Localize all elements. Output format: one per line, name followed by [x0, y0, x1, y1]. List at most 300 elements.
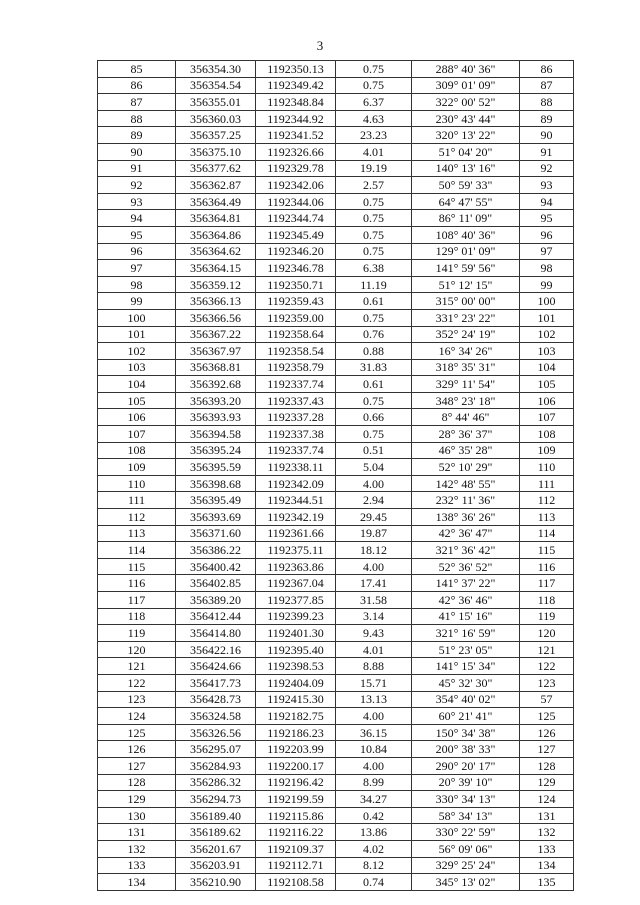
distance-cell: 0.75	[336, 426, 412, 443]
distance-cell: 0.75	[336, 210, 412, 227]
bearing-cell: 58° 34' 13"	[412, 807, 520, 824]
bearing-cell: 41° 15' 16"	[412, 608, 520, 625]
next-point-cell: 92	[520, 160, 574, 177]
bearing-cell: 200° 38' 33"	[412, 741, 520, 758]
y-coordinate-cell: 1192349.42	[256, 77, 336, 94]
next-point-cell: 95	[520, 210, 574, 227]
x-coordinate-cell: 356375.10	[176, 143, 256, 160]
point-number-cell: 129	[98, 791, 176, 808]
point-number-cell: 97	[98, 260, 176, 277]
y-coordinate-cell: 1192109.37	[256, 840, 336, 857]
table-row	[98, 160, 574, 177]
bearing-cell: 51° 04' 20"	[412, 143, 520, 160]
table-row	[98, 110, 574, 127]
table-row	[98, 558, 574, 575]
table-row	[98, 757, 574, 774]
distance-cell: 3.14	[336, 608, 412, 625]
next-point-cell: 97	[520, 243, 574, 260]
table-row	[98, 824, 574, 841]
distance-cell: 8.88	[336, 658, 412, 675]
next-point-cell: 119	[520, 608, 574, 625]
table-row	[98, 708, 574, 725]
distance-cell: 0.75	[336, 61, 412, 78]
bearing-cell: 138° 36' 26"	[412, 509, 520, 526]
y-coordinate-cell: 1192363.86	[256, 558, 336, 575]
x-coordinate-cell: 356400.42	[176, 558, 256, 575]
bearing-cell: 290° 20' 17"	[412, 757, 520, 774]
y-coordinate-cell: 1192196.42	[256, 774, 336, 791]
point-number-cell: 112	[98, 509, 176, 526]
bearing-cell: 8° 44' 46"	[412, 409, 520, 426]
distance-cell: 13.86	[336, 824, 412, 841]
x-coordinate-cell: 356189.62	[176, 824, 256, 841]
point-number-cell: 103	[98, 359, 176, 376]
point-number-cell: 127	[98, 757, 176, 774]
table-row	[98, 674, 574, 691]
bearing-cell: 141° 59' 56"	[412, 260, 520, 277]
y-coordinate-cell: 1192358.79	[256, 359, 336, 376]
next-point-cell: 100	[520, 293, 574, 310]
next-point-cell: 134	[520, 857, 574, 874]
table-row	[98, 143, 574, 160]
distance-cell: 6.38	[336, 260, 412, 277]
table-row	[98, 309, 574, 326]
table-row	[98, 293, 574, 310]
distance-cell: 13.13	[336, 691, 412, 708]
y-coordinate-cell: 1192358.54	[256, 343, 336, 360]
table-row	[98, 840, 574, 857]
y-coordinate-cell: 1192350.71	[256, 276, 336, 293]
next-point-cell: 91	[520, 143, 574, 160]
coordinates-table	[97, 60, 574, 891]
x-coordinate-cell: 356359.12	[176, 276, 256, 293]
table-row	[98, 625, 574, 642]
point-number-cell: 107	[98, 426, 176, 443]
next-point-cell: 121	[520, 641, 574, 658]
table-row	[98, 61, 574, 78]
table-row	[98, 525, 574, 542]
y-coordinate-cell: 1192337.43	[256, 392, 336, 409]
y-coordinate-cell: 1192377.85	[256, 592, 336, 609]
next-point-cell: 96	[520, 226, 574, 243]
next-point-cell: 87	[520, 77, 574, 94]
x-coordinate-cell: 356395.49	[176, 492, 256, 509]
y-coordinate-cell: 1192399.23	[256, 608, 336, 625]
point-number-cell: 87	[98, 94, 176, 111]
bearing-cell: 42° 36' 47"	[412, 525, 520, 542]
x-coordinate-cell: 356284.93	[176, 757, 256, 774]
x-coordinate-cell: 356417.73	[176, 674, 256, 691]
x-coordinate-cell: 356203.91	[176, 857, 256, 874]
x-coordinate-cell: 356389.20	[176, 592, 256, 609]
table-row	[98, 276, 574, 293]
table-row	[98, 260, 574, 277]
bearing-cell: 108° 40' 36"	[412, 226, 520, 243]
distance-cell: 0.75	[336, 309, 412, 326]
distance-cell: 2.94	[336, 492, 412, 509]
point-number-cell: 133	[98, 857, 176, 874]
point-number-cell: 93	[98, 193, 176, 210]
table-row	[98, 542, 574, 559]
next-point-cell: 132	[520, 824, 574, 841]
y-coordinate-cell: 1192116.22	[256, 824, 336, 841]
bearing-cell: 20° 39' 10"	[412, 774, 520, 791]
bearing-cell: 52° 10' 29"	[412, 459, 520, 476]
point-number-cell: 119	[98, 625, 176, 642]
point-number-cell: 101	[98, 326, 176, 343]
point-number-cell: 132	[98, 840, 176, 857]
y-coordinate-cell: 1192186.23	[256, 724, 336, 741]
distance-cell: 0.66	[336, 409, 412, 426]
distance-cell: 0.75	[336, 226, 412, 243]
bearing-cell: 354° 40' 02"	[412, 691, 520, 708]
y-coordinate-cell: 1192348.84	[256, 94, 336, 111]
distance-cell: 19.87	[336, 525, 412, 542]
y-coordinate-cell: 1192344.92	[256, 110, 336, 127]
next-point-cell: 111	[520, 475, 574, 492]
point-number-cell: 125	[98, 724, 176, 741]
distance-cell: 4.00	[336, 708, 412, 725]
y-coordinate-cell: 1192345.49	[256, 226, 336, 243]
distance-cell: 4.63	[336, 110, 412, 127]
next-point-cell: 125	[520, 708, 574, 725]
y-coordinate-cell: 1192395.40	[256, 641, 336, 658]
y-coordinate-cell: 1192359.43	[256, 293, 336, 310]
y-coordinate-cell: 1192346.20	[256, 243, 336, 260]
point-number-cell: 108	[98, 442, 176, 459]
x-coordinate-cell: 356402.85	[176, 575, 256, 592]
x-coordinate-cell: 356368.81	[176, 359, 256, 376]
table-row	[98, 343, 574, 360]
distance-cell: 4.00	[336, 757, 412, 774]
x-coordinate-cell: 356398.68	[176, 475, 256, 492]
next-point-cell: 101	[520, 309, 574, 326]
x-coordinate-cell: 356366.56	[176, 309, 256, 326]
x-coordinate-cell: 356394.58	[176, 426, 256, 443]
x-coordinate-cell: 356366.13	[176, 293, 256, 310]
table-row	[98, 774, 574, 791]
distance-cell: 17.41	[336, 575, 412, 592]
next-point-cell: 115	[520, 542, 574, 559]
x-coordinate-cell: 356364.62	[176, 243, 256, 260]
x-coordinate-cell: 356424.66	[176, 658, 256, 675]
distance-cell: 9.43	[336, 625, 412, 642]
distance-cell: 8.12	[336, 857, 412, 874]
x-coordinate-cell: 356386.22	[176, 542, 256, 559]
x-coordinate-cell: 356189.40	[176, 807, 256, 824]
next-point-cell: 133	[520, 840, 574, 857]
distance-cell: 19.19	[336, 160, 412, 177]
table-row	[98, 376, 574, 393]
point-number-cell: 86	[98, 77, 176, 94]
bearing-cell: 329° 11' 54"	[412, 376, 520, 393]
y-coordinate-cell: 1192112.71	[256, 857, 336, 874]
point-number-cell: 91	[98, 160, 176, 177]
point-number-cell: 120	[98, 641, 176, 658]
bearing-cell: 64° 47' 55"	[412, 193, 520, 210]
bearing-cell: 46° 35' 28"	[412, 442, 520, 459]
y-coordinate-cell: 1192200.17	[256, 757, 336, 774]
y-coordinate-cell: 1192337.38	[256, 426, 336, 443]
distance-cell: 36.15	[336, 724, 412, 741]
next-point-cell: 124	[520, 791, 574, 808]
y-coordinate-cell: 1192342.09	[256, 475, 336, 492]
x-coordinate-cell: 356360.03	[176, 110, 256, 127]
point-number-cell: 89	[98, 127, 176, 144]
bearing-cell: 141° 15' 34"	[412, 658, 520, 675]
table-body	[98, 61, 574, 891]
bearing-cell: 129° 01' 09"	[412, 243, 520, 260]
table-row	[98, 741, 574, 758]
bearing-cell: 288° 40' 36"	[412, 61, 520, 78]
bearing-cell: 348° 23' 18"	[412, 392, 520, 409]
next-point-cell: 107	[520, 409, 574, 426]
next-point-cell: 102	[520, 326, 574, 343]
distance-cell: 0.75	[336, 193, 412, 210]
y-coordinate-cell: 1192401.30	[256, 625, 336, 642]
y-coordinate-cell: 1192341.52	[256, 127, 336, 144]
x-coordinate-cell: 356354.30	[176, 61, 256, 78]
x-coordinate-cell: 356357.25	[176, 127, 256, 144]
next-point-cell: 131	[520, 807, 574, 824]
point-number-cell: 111	[98, 492, 176, 509]
x-coordinate-cell: 356393.20	[176, 392, 256, 409]
table-row	[98, 658, 574, 675]
point-number-cell: 85	[98, 61, 176, 78]
point-number-cell: 96	[98, 243, 176, 260]
next-point-cell: 98	[520, 260, 574, 277]
y-coordinate-cell: 1192342.19	[256, 509, 336, 526]
next-point-cell: 129	[520, 774, 574, 791]
next-point-cell: 118	[520, 592, 574, 609]
point-number-cell: 123	[98, 691, 176, 708]
next-point-cell: 88	[520, 94, 574, 111]
x-coordinate-cell: 356210.90	[176, 874, 256, 891]
next-point-cell: 112	[520, 492, 574, 509]
x-coordinate-cell: 356326.56	[176, 724, 256, 741]
y-coordinate-cell: 1192346.78	[256, 260, 336, 277]
table-row	[98, 475, 574, 492]
y-coordinate-cell: 1192359.00	[256, 309, 336, 326]
x-coordinate-cell: 356201.67	[176, 840, 256, 857]
distance-cell: 0.61	[336, 293, 412, 310]
next-point-cell: 103	[520, 343, 574, 360]
table-row	[98, 608, 574, 625]
point-number-cell: 134	[98, 874, 176, 891]
y-coordinate-cell: 1192329.78	[256, 160, 336, 177]
bearing-cell: 140° 13' 16"	[412, 160, 520, 177]
y-coordinate-cell: 1192182.75	[256, 708, 336, 725]
table-row	[98, 857, 574, 874]
next-point-cell: 123	[520, 674, 574, 691]
x-coordinate-cell: 356354.54	[176, 77, 256, 94]
table-row	[98, 77, 574, 94]
table-row	[98, 193, 574, 210]
table-row	[98, 724, 574, 741]
distance-cell: 5.04	[336, 459, 412, 476]
x-coordinate-cell: 356286.32	[176, 774, 256, 791]
bearing-cell: 318° 35' 31"	[412, 359, 520, 376]
x-coordinate-cell: 356367.97	[176, 343, 256, 360]
x-coordinate-cell: 356395.59	[176, 459, 256, 476]
point-number-cell: 104	[98, 376, 176, 393]
next-point-cell: 89	[520, 110, 574, 127]
point-number-cell: 98	[98, 276, 176, 293]
x-coordinate-cell: 356422.16	[176, 641, 256, 658]
table-row	[98, 509, 574, 526]
table-row	[98, 177, 574, 194]
next-point-cell: 113	[520, 509, 574, 526]
next-point-cell: 104	[520, 359, 574, 376]
y-coordinate-cell: 1192375.11	[256, 542, 336, 559]
bearing-cell: 309° 01' 09"	[412, 77, 520, 94]
x-coordinate-cell: 356362.87	[176, 177, 256, 194]
y-coordinate-cell: 1192344.51	[256, 492, 336, 509]
point-number-cell: 128	[98, 774, 176, 791]
table-row	[98, 874, 574, 891]
point-number-cell: 92	[98, 177, 176, 194]
distance-cell: 11.19	[336, 276, 412, 293]
bearing-cell: 142° 48' 55"	[412, 475, 520, 492]
next-point-cell: 90	[520, 127, 574, 144]
bearing-cell: 322° 00' 52"	[412, 94, 520, 111]
table-row	[98, 94, 574, 111]
x-coordinate-cell: 356324.58	[176, 708, 256, 725]
distance-cell: 4.01	[336, 641, 412, 658]
table-row	[98, 409, 574, 426]
x-coordinate-cell: 356364.49	[176, 193, 256, 210]
x-coordinate-cell: 356392.68	[176, 376, 256, 393]
point-number-cell: 110	[98, 475, 176, 492]
distance-cell: 0.42	[336, 807, 412, 824]
point-number-cell: 118	[98, 608, 176, 625]
distance-cell: 15.71	[336, 674, 412, 691]
next-point-cell: 108	[520, 426, 574, 443]
table-row	[98, 442, 574, 459]
point-number-cell: 94	[98, 210, 176, 227]
point-number-cell: 102	[98, 343, 176, 360]
bearing-cell: 320° 13' 22"	[412, 127, 520, 144]
distance-cell: 0.74	[336, 874, 412, 891]
point-number-cell: 95	[98, 226, 176, 243]
distance-cell: 31.58	[336, 592, 412, 609]
point-number-cell: 113	[98, 525, 176, 542]
x-coordinate-cell: 356428.73	[176, 691, 256, 708]
distance-cell: 29.45	[336, 509, 412, 526]
bearing-cell: 56° 09' 06"	[412, 840, 520, 857]
point-number-cell: 109	[98, 459, 176, 476]
point-number-cell: 124	[98, 708, 176, 725]
next-point-cell: 93	[520, 177, 574, 194]
bearing-cell: 50° 59' 33"	[412, 177, 520, 194]
y-coordinate-cell: 1192337.74	[256, 442, 336, 459]
bearing-cell: 60° 21' 41"	[412, 708, 520, 725]
bearing-cell: 52° 36' 52"	[412, 558, 520, 575]
distance-cell: 4.00	[336, 475, 412, 492]
point-number-cell: 126	[98, 741, 176, 758]
bearing-cell: 330° 22' 59"	[412, 824, 520, 841]
table-row	[98, 459, 574, 476]
distance-cell: 31.83	[336, 359, 412, 376]
bearing-cell: 331° 23' 22"	[412, 309, 520, 326]
table-row	[98, 575, 574, 592]
y-coordinate-cell: 1192367.04	[256, 575, 336, 592]
next-point-cell: 127	[520, 741, 574, 758]
bearing-cell: 352° 24' 19"	[412, 326, 520, 343]
point-number-cell: 105	[98, 392, 176, 409]
point-number-cell: 122	[98, 674, 176, 691]
y-coordinate-cell: 1192115.86	[256, 807, 336, 824]
y-coordinate-cell: 1192199.59	[256, 791, 336, 808]
distance-cell: 6.37	[336, 94, 412, 111]
bearing-cell: 232° 11' 36"	[412, 492, 520, 509]
y-coordinate-cell: 1192326.66	[256, 143, 336, 160]
table-row	[98, 807, 574, 824]
x-coordinate-cell: 356393.93	[176, 409, 256, 426]
y-coordinate-cell: 1192361.66	[256, 525, 336, 542]
distance-cell: 2.57	[336, 177, 412, 194]
x-coordinate-cell: 356364.15	[176, 260, 256, 277]
bearing-cell: 150° 34' 38"	[412, 724, 520, 741]
bearing-cell: 329° 25' 24"	[412, 857, 520, 874]
bearing-cell: 330° 34' 13"	[412, 791, 520, 808]
y-coordinate-cell: 1192342.06	[256, 177, 336, 194]
bearing-cell: 315° 00' 00"	[412, 293, 520, 310]
table-row	[98, 210, 574, 227]
y-coordinate-cell: 1192344.06	[256, 193, 336, 210]
distance-cell: 0.75	[336, 392, 412, 409]
table-row	[98, 492, 574, 509]
next-point-cell: 105	[520, 376, 574, 393]
bearing-cell: 51° 23' 05"	[412, 641, 520, 658]
point-number-cell: 131	[98, 824, 176, 841]
x-coordinate-cell: 356364.81	[176, 210, 256, 227]
point-number-cell: 115	[98, 558, 176, 575]
x-coordinate-cell: 356355.01	[176, 94, 256, 111]
next-point-cell: 116	[520, 558, 574, 575]
next-point-cell: 57	[520, 691, 574, 708]
next-point-cell: 110	[520, 459, 574, 476]
y-coordinate-cell: 1192398.53	[256, 658, 336, 675]
y-coordinate-cell: 1192350.13	[256, 61, 336, 78]
x-coordinate-cell: 356414.80	[176, 625, 256, 642]
next-point-cell: 128	[520, 757, 574, 774]
distance-cell: 4.00	[336, 558, 412, 575]
distance-cell: 18.12	[336, 542, 412, 559]
x-coordinate-cell: 356295.07	[176, 741, 256, 758]
y-coordinate-cell: 1192404.09	[256, 674, 336, 691]
bearing-cell: 345° 13' 02"	[412, 874, 520, 891]
bearing-cell: 28° 36' 37"	[412, 426, 520, 443]
table-row	[98, 426, 574, 443]
next-point-cell: 122	[520, 658, 574, 675]
point-number-cell: 106	[98, 409, 176, 426]
x-coordinate-cell: 356364.86	[176, 226, 256, 243]
x-coordinate-cell: 356367.22	[176, 326, 256, 343]
distance-cell: 0.76	[336, 326, 412, 343]
page-number: 3	[316, 38, 324, 53]
next-point-cell: 120	[520, 625, 574, 642]
next-point-cell: 86	[520, 61, 574, 78]
table-row	[98, 641, 574, 658]
bearing-cell: 321° 36' 42"	[412, 542, 520, 559]
point-number-cell: 121	[98, 658, 176, 675]
distance-cell: 34.27	[336, 791, 412, 808]
point-number-cell: 116	[98, 575, 176, 592]
point-number-cell: 130	[98, 807, 176, 824]
x-coordinate-cell: 356294.73	[176, 791, 256, 808]
table-row	[98, 691, 574, 708]
